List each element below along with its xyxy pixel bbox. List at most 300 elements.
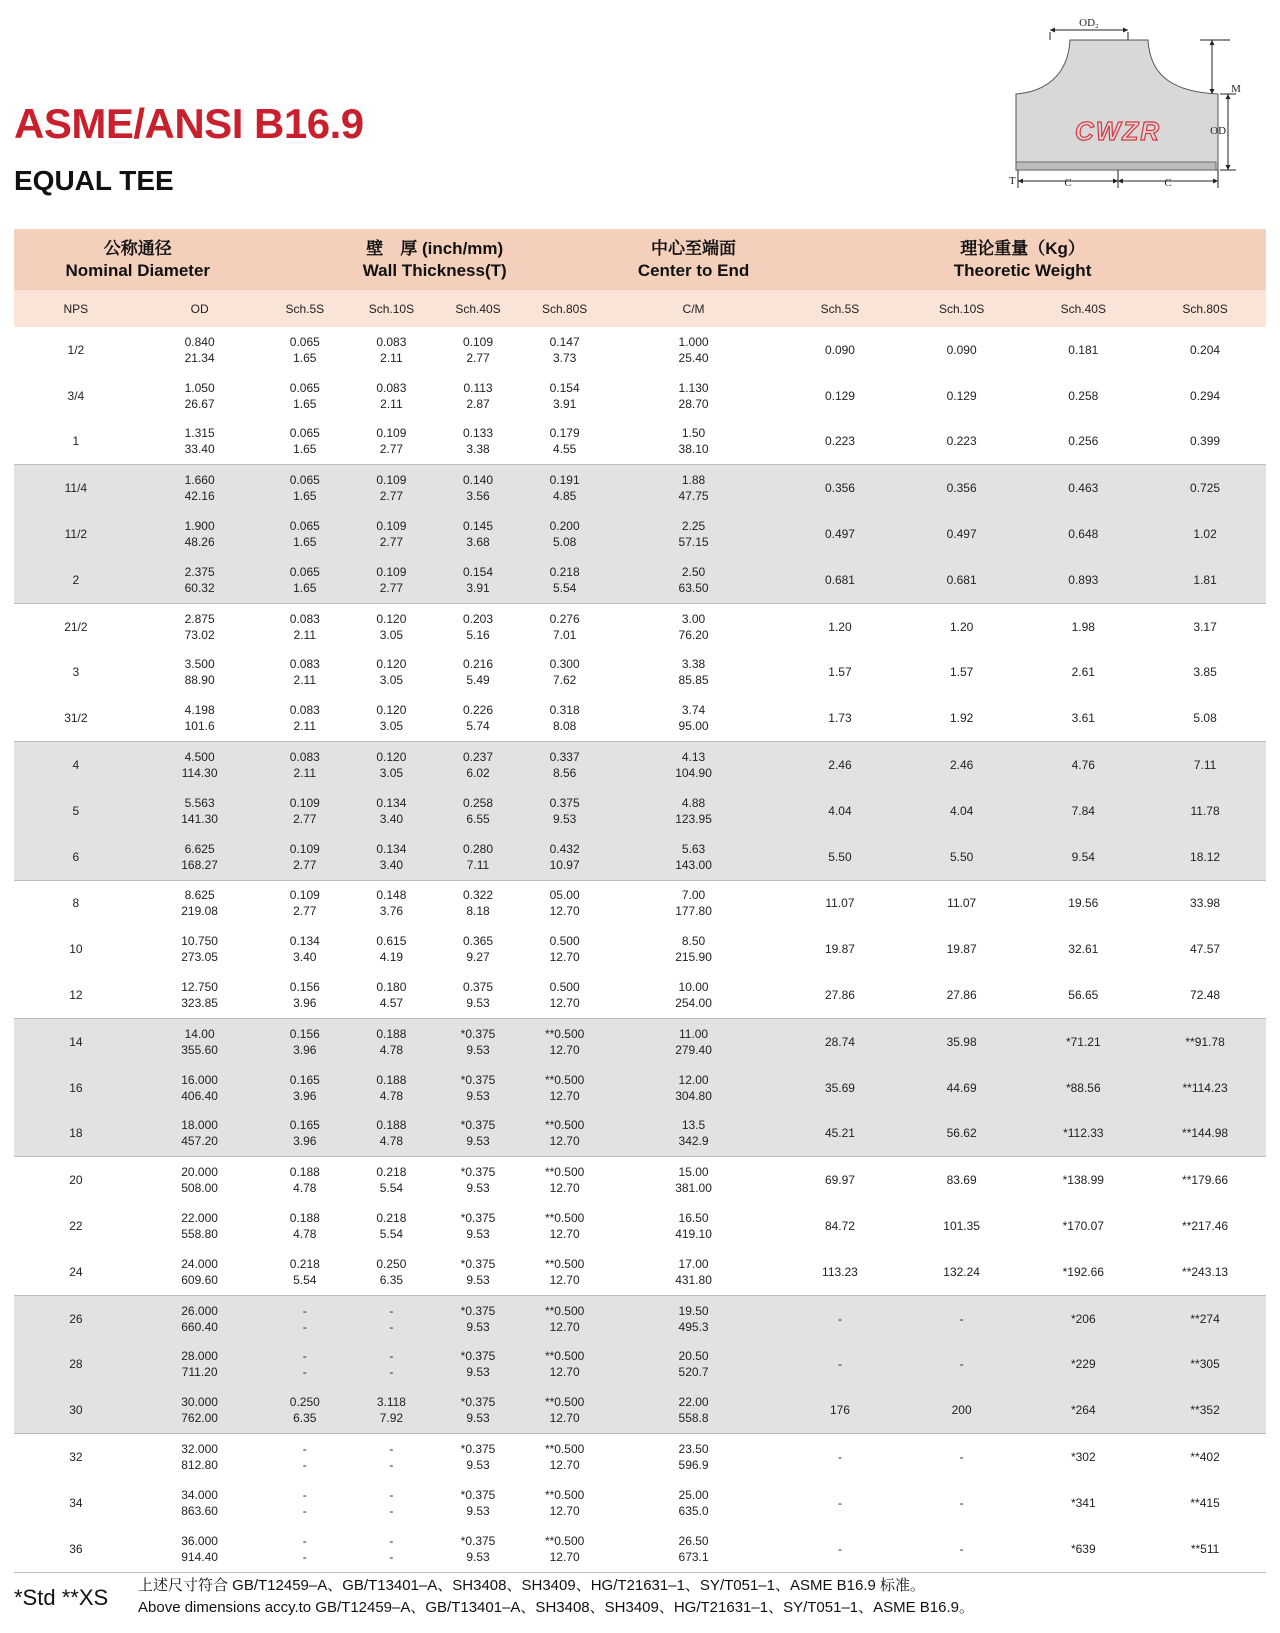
cell-s80 (521, 1342, 608, 1388)
cell-s5 (261, 972, 348, 1018)
cell-s80 (521, 926, 608, 972)
cell-value: **0.500 (544, 1256, 585, 1271)
cell-value: 2.25 (681, 519, 706, 534)
cell-value: 0.145 (462, 519, 494, 534)
cell-s80 (521, 880, 608, 926)
cell-s10 (348, 603, 435, 649)
cell-value: 0.147 (549, 334, 580, 349)
cell-s10 (348, 1065, 435, 1111)
table-row (14, 1295, 1266, 1341)
cell-s40 (435, 834, 522, 880)
cell-od (138, 1157, 262, 1203)
cell-value: 5.54 (379, 1227, 404, 1242)
cell-value: 3.96 (293, 996, 317, 1011)
cell-value: 4.78 (293, 1227, 317, 1242)
cell-value: 9.53 (466, 1227, 490, 1242)
cell-w5: 0.223 (779, 419, 901, 465)
cell-s10 (348, 1111, 435, 1157)
cell-s5 (261, 1018, 348, 1064)
cell-s80 (521, 1387, 608, 1433)
cell-nps: 21/2 (64, 619, 88, 634)
cell-value: 0.237 (462, 750, 494, 765)
cell-w5: - (779, 1526, 901, 1572)
cell-od (138, 926, 262, 972)
cell-w40: *88.56 (1022, 1065, 1144, 1111)
cell-value: 16.50 (678, 1211, 709, 1226)
cell-nps: 22 (69, 1219, 83, 1234)
table-row (14, 327, 1266, 373)
cell-s80 (521, 1526, 608, 1572)
cell-value: 3.91 (466, 580, 490, 595)
cell-od (138, 373, 262, 419)
table-row (14, 1434, 1266, 1480)
cell-w10: 11.07 (947, 896, 977, 911)
cell-value: 177.80 (675, 904, 712, 919)
column-header-row (14, 290, 1266, 327)
cell-value: 4.57 (379, 996, 404, 1011)
cell-w40: 19.56 (1068, 896, 1099, 911)
cell-value: 1.900 (184, 519, 215, 534)
cell-w5: 0.681 (779, 557, 901, 603)
cell-s10 (348, 834, 435, 880)
cell-value: 279.40 (675, 1042, 712, 1057)
cell-s5 (261, 557, 348, 603)
cell-value: 4.19 (379, 950, 404, 965)
cell-value: 0.188 (289, 1165, 320, 1180)
cell-value: 812.80 (181, 1458, 218, 1473)
cell-value: 0.109 (462, 334, 494, 349)
table-row (14, 1203, 1266, 1249)
od1-label: OD₁ (1210, 125, 1230, 137)
cell-value: 2.11 (293, 766, 317, 781)
cell-value: 2.77 (293, 904, 317, 919)
cell-s80 (521, 1480, 608, 1526)
column-header: Sch.40S (1022, 290, 1144, 327)
cell-w10: 56.62 (901, 1111, 1023, 1157)
cell-w80: 7.11 (1144, 742, 1266, 788)
cell-value: 0.156 (289, 980, 320, 995)
cell-value: 0.109 (289, 841, 320, 856)
cell-value: 0.365 (462, 934, 494, 949)
cell-value: 0.200 (549, 519, 580, 534)
cell-value: 2.11 (293, 673, 317, 688)
cell-value: 0.083 (376, 334, 407, 349)
cell-value: 2.50 (681, 564, 706, 579)
cell-nps: 20 (69, 1173, 83, 1188)
cell-value: 4.500 (184, 750, 215, 765)
cell-value: 0.500 (549, 934, 580, 949)
cell-value: 4.85 (552, 489, 577, 504)
cell-value: 2.11 (380, 350, 403, 365)
cell-value: 0.134 (289, 934, 320, 949)
cell-value: 12.750 (181, 980, 218, 995)
table-row (14, 511, 1266, 557)
spec-table-body (14, 327, 1266, 1572)
cell-value: 0.065 (289, 334, 320, 349)
cell-w10: - (901, 1342, 1023, 1388)
cell-value: 26.000 (181, 1303, 218, 1318)
cell-value: 9.53 (466, 1549, 490, 1564)
cell-value: *0.375 (460, 1303, 496, 1318)
cell-value: 2.77 (379, 442, 404, 457)
cell-s5 (261, 419, 348, 465)
cell-value: 431.80 (675, 1272, 712, 1287)
cell-value: 141.30 (181, 811, 218, 826)
cell-value: 7.92 (379, 1411, 404, 1426)
cell-value: **0.500 (544, 1118, 585, 1133)
cell-value: 12.70 (549, 1042, 580, 1057)
cell-value: 673.1 (678, 1549, 709, 1564)
cell-value: 5.54 (552, 580, 577, 595)
cell-value: 3.74 (681, 703, 706, 718)
cell-nps: 11/4 (14, 465, 138, 511)
cell-w40: 3.61 (1022, 695, 1144, 741)
cell-value: - (389, 1458, 394, 1473)
cell-value: 6.02 (466, 766, 490, 781)
cell-value: 24.000 (181, 1256, 218, 1271)
cell-w80: 47.57 (1190, 942, 1221, 957)
cell-cm (608, 557, 779, 603)
cell-od (138, 1526, 262, 1572)
cell-value: 9.53 (466, 1411, 490, 1426)
cell-s40 (435, 1249, 522, 1295)
cell-value: 28.70 (678, 396, 709, 411)
table-row (14, 1249, 1266, 1295)
cell-value: 0.432 (549, 841, 580, 856)
cell-w5: 11.07 (825, 896, 855, 911)
cell-od (138, 880, 262, 926)
cell-w5: 84.72 (824, 1219, 855, 1234)
t-label: T (1009, 175, 1016, 187)
cell-w80: 0.204 (1190, 342, 1221, 357)
equal-tee-diagram (1008, 18, 1278, 210)
cell-w80: **274 (1144, 1295, 1266, 1341)
cell-w80: 0.399 (1144, 419, 1266, 465)
cell-s5 (261, 1295, 348, 1341)
cell-value: 2.77 (293, 857, 317, 872)
cell-value: 0.156 (289, 1026, 320, 1041)
cell-s40 (435, 1111, 522, 1157)
table-row (14, 557, 1266, 603)
cell-value: 9.53 (466, 1088, 490, 1103)
cell-value: 26.50 (678, 1533, 709, 1548)
cell-value: 3.68 (466, 535, 490, 550)
cell-s80 (521, 327, 608, 373)
cell-value: 9.53 (466, 1181, 490, 1196)
cell-value: 25.00 (678, 1487, 709, 1502)
cell-value: 1.65 (293, 580, 317, 595)
cell-w40: *170.07 (1062, 1219, 1104, 1234)
cell-value: - (302, 1349, 307, 1364)
table-row (14, 419, 1266, 465)
cell-cm (608, 465, 779, 511)
cell-value: 0.188 (289, 1211, 320, 1226)
cell-value: 3.38 (466, 442, 490, 457)
cell-cm (608, 1480, 779, 1526)
cell-od (138, 603, 262, 649)
cell-value: - (302, 1365, 307, 1380)
cell-w10: - (959, 1495, 964, 1510)
group-header-row (14, 229, 1266, 290)
cell-s40 (435, 926, 522, 972)
cell-w10: 1.57 (949, 665, 974, 680)
cell-value: 0.280 (462, 841, 494, 856)
cell-s10 (348, 1480, 435, 1526)
cell-w5: - (837, 1450, 842, 1465)
cell-value: 0.120 (376, 750, 407, 765)
cell-value: - (302, 1319, 307, 1334)
cell-od (138, 1387, 262, 1433)
cell-s5 (261, 373, 348, 419)
cell-value: 0.188 (376, 1118, 407, 1133)
cell-nps: 12 (14, 972, 138, 1018)
cell-w5: 19.87 (824, 942, 855, 957)
cell-value: 0.083 (289, 750, 320, 765)
cell-value: 143.00 (675, 857, 712, 872)
cell-value: **0.500 (544, 1026, 585, 1041)
cell-value: 219.08 (181, 904, 218, 919)
cell-cm (608, 1387, 779, 1433)
cell-value: 85.85 (678, 673, 709, 688)
cell-od (138, 650, 262, 696)
cell-value: 114.30 (181, 766, 218, 781)
cell-cm (608, 603, 779, 649)
cell-value: 28.000 (181, 1349, 218, 1364)
cell-od (138, 834, 262, 880)
cell-w5: 69.97 (824, 1173, 855, 1188)
cell-od (138, 1480, 262, 1526)
cell-value: 3.96 (293, 1042, 317, 1057)
cell-value: 05.00 (549, 888, 580, 903)
cell-value: - (389, 1349, 394, 1364)
cell-w5: 4.04 (779, 788, 901, 834)
cell-s10 (348, 1342, 435, 1388)
cell-s40 (435, 373, 522, 419)
cell-s80 (521, 419, 608, 465)
cell-value: 3.76 (379, 904, 404, 919)
cell-value: 101.6 (184, 719, 215, 734)
cell-value: 34.000 (181, 1487, 218, 1502)
cell-w10: 0.090 (946, 342, 977, 357)
cell-od (138, 695, 262, 741)
cell-s10 (348, 373, 435, 419)
cell-value: 3.38 (681, 657, 706, 672)
cell-value: **0.500 (544, 1165, 585, 1180)
cell-s80 (521, 1157, 608, 1203)
cell-s5 (261, 650, 348, 696)
cell-w40: 0.258 (1068, 388, 1099, 403)
cell-s40 (435, 1203, 522, 1249)
cell-w40: 4.76 (1022, 742, 1144, 788)
cell-value: 863.60 (181, 1503, 218, 1518)
table-row (14, 695, 1266, 741)
cell-value: 10.97 (549, 857, 580, 872)
cell-value: **0.500 (544, 1072, 585, 1087)
cell-value: 0.154 (549, 380, 580, 395)
cell-value: 22.00 (678, 1395, 709, 1410)
cell-value: *0.375 (460, 1442, 496, 1457)
cell-value: 9.53 (466, 996, 490, 1011)
table-row (14, 603, 1266, 649)
cell-s80 (521, 788, 608, 834)
cell-value: *0.375 (460, 1349, 496, 1364)
cell-w10: - (901, 1295, 1023, 1341)
cell-value: 0.065 (289, 473, 320, 488)
cell-nps: 8 (72, 896, 80, 911)
cell-s10 (348, 557, 435, 603)
column-header: Sch.80S (1144, 290, 1266, 327)
cell-s5 (261, 1434, 348, 1480)
cell-value: 9.53 (466, 1365, 490, 1380)
cell-value: 5.63 (681, 841, 706, 856)
cell-od (138, 327, 262, 373)
cell-cm (608, 1526, 779, 1572)
cell-od (138, 1295, 262, 1341)
cell-value: 22.000 (181, 1211, 218, 1226)
cell-cm (608, 926, 779, 972)
table-row (14, 1480, 1266, 1526)
cell-value: 18.000 (181, 1118, 218, 1133)
cell-nps: 26 (14, 1295, 138, 1341)
cell-value: 0.300 (549, 657, 580, 672)
cell-value: 4.78 (293, 1181, 317, 1196)
cell-w40: 2.61 (1071, 665, 1095, 680)
column-header: Sch.10S (901, 290, 1023, 327)
table-row (14, 1111, 1266, 1157)
cell-value: 0.109 (376, 473, 407, 488)
cell-value: 0.375 (462, 980, 494, 995)
equal-tee-spec-table (14, 229, 1266, 1573)
cell-value: 88.90 (184, 673, 215, 688)
cell-s40 (435, 1342, 522, 1388)
cell-value: 0.218 (376, 1211, 407, 1226)
cell-value: 2.11 (380, 396, 403, 411)
page-title: ASME/ANSI B16.9 (14, 100, 364, 147)
cell-od (138, 1342, 262, 1388)
cell-s40 (435, 603, 522, 649)
cell-value: 0.083 (376, 380, 407, 395)
cell-s5 (261, 1203, 348, 1249)
cell-value: 4.78 (379, 1042, 404, 1057)
table-row (14, 373, 1266, 419)
group-header-theoretic-weight: 理论重量（Kg） Theoretic Weight (779, 229, 1266, 290)
column-header: OD (138, 290, 262, 327)
cell-value: 0.113 (463, 380, 493, 395)
cell-value: 8.56 (552, 766, 577, 781)
cell-value: 342.9 (678, 1134, 709, 1149)
cell-value: - (302, 1487, 307, 1502)
cell-w80: 1.02 (1144, 511, 1266, 557)
cell-value: 4.198 (184, 703, 215, 718)
cell-s40 (435, 1480, 522, 1526)
cell-w40: *71.21 (1022, 1018, 1144, 1064)
cell-w10: 4.04 (901, 788, 1023, 834)
cell-w10: 2.46 (901, 742, 1023, 788)
cell-value: - (302, 1303, 307, 1318)
cell-s40 (435, 1526, 522, 1572)
cell-value: **0.500 (544, 1442, 585, 1457)
cwzr-watermark: CWZR (1075, 116, 1161, 146)
cell-s5 (261, 742, 348, 788)
cell-value: **0.500 (544, 1349, 585, 1364)
cell-w40: 32.61 (1068, 942, 1099, 957)
cell-s40 (435, 1434, 522, 1480)
cell-s40 (435, 1018, 522, 1064)
cell-value: 12.70 (549, 904, 580, 919)
cell-value: 9.53 (466, 1272, 490, 1287)
cell-value: *0.375 (460, 1211, 496, 1226)
cell-value: 1.315 (184, 426, 215, 441)
column-header: Sch.80S (521, 290, 608, 327)
cell-s5 (261, 1480, 348, 1526)
cell-od (138, 742, 262, 788)
cell-value: 2.11 (293, 627, 317, 642)
table-row (14, 834, 1266, 880)
cell-cm (608, 695, 779, 741)
column-header: C/M (608, 290, 779, 327)
cell-value: 0.318 (549, 703, 580, 718)
table-row (14, 650, 1266, 696)
cell-value: 7.00 (681, 888, 706, 903)
cell-s80 (521, 1434, 608, 1480)
cell-value: 914.40 (181, 1549, 218, 1564)
cell-value: - (302, 1503, 307, 1518)
cell-nps: 24 (14, 1249, 138, 1295)
cell-cm (608, 373, 779, 419)
cell-value: *0.375 (460, 1533, 496, 1548)
cell-w10: 200 (901, 1387, 1023, 1433)
cell-w5: - (779, 1295, 901, 1341)
cell-value: 12.70 (549, 1549, 580, 1564)
cell-w10: 1.20 (949, 619, 974, 634)
cell-w5: 35.69 (779, 1065, 901, 1111)
cell-value: 0.083 (289, 611, 320, 626)
cell-s10 (348, 327, 435, 373)
table-row (14, 742, 1266, 788)
cell-value: 1.65 (293, 442, 317, 457)
cell-value: 1.65 (293, 489, 317, 504)
cell-value: 12.70 (549, 1181, 580, 1196)
cell-value: 0.065 (289, 519, 320, 534)
cell-w10: 1.92 (901, 695, 1023, 741)
cell-value: - (389, 1503, 394, 1518)
standards-note (138, 1575, 974, 1619)
cell-value: 711.20 (181, 1365, 218, 1380)
cell-value: 76.20 (678, 627, 709, 642)
table-row (14, 465, 1266, 511)
cell-w40: 0.463 (1022, 465, 1144, 511)
cell-w80: **114.23 (1144, 1065, 1266, 1111)
cell-s5 (261, 880, 348, 926)
cell-s40 (435, 557, 522, 603)
cell-value: 0.250 (289, 1395, 320, 1410)
cell-s80 (521, 972, 608, 1018)
table-row (14, 1018, 1266, 1064)
table-row (14, 788, 1266, 834)
cell-value: 10.750 (181, 934, 218, 949)
cell-value: - (389, 1487, 394, 1502)
cell-value: 3.05 (379, 627, 404, 642)
cell-w5: 1.73 (779, 695, 901, 741)
cell-value: 20.50 (678, 1349, 709, 1364)
table-row (14, 1387, 1266, 1433)
cell-s10 (348, 788, 435, 834)
cell-value: 6.625 (184, 841, 215, 856)
cell-value: 3.40 (379, 857, 404, 872)
cell-value: 1.50 (681, 426, 706, 441)
cell-s5 (261, 603, 348, 649)
cell-value: 2.375 (184, 564, 215, 579)
